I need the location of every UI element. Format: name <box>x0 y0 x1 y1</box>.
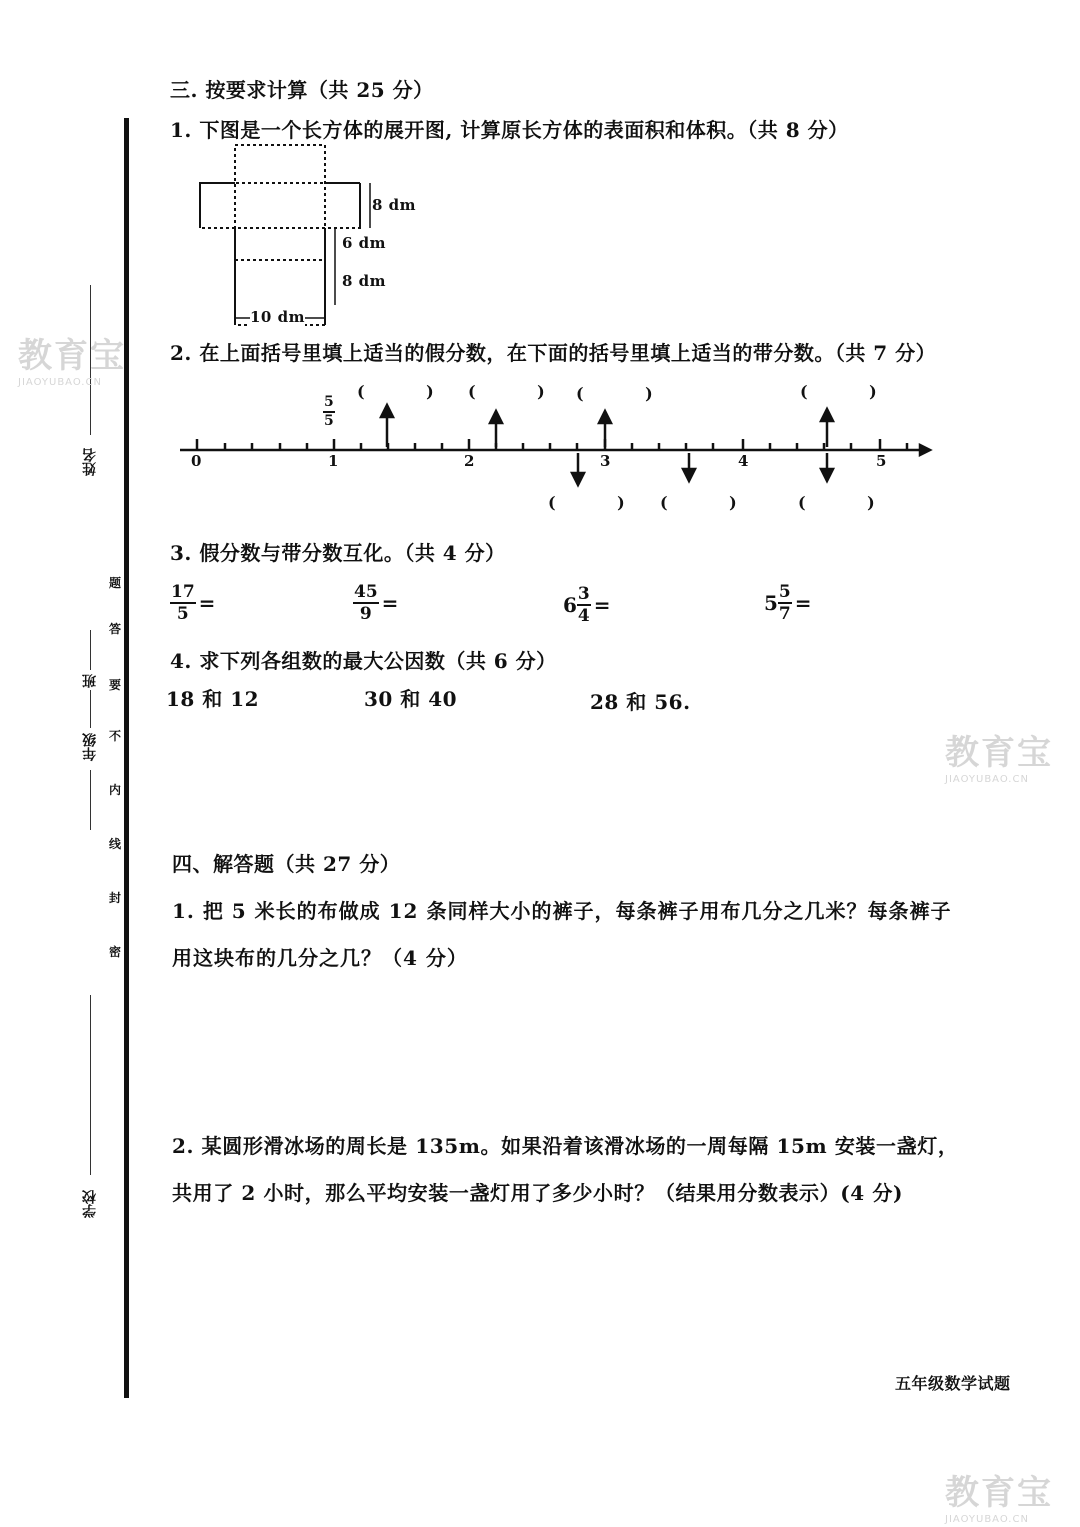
equals-sign: = <box>381 591 399 615</box>
equals-sign: = <box>794 591 812 615</box>
net-label-width: 6 dm <box>342 234 387 252</box>
section4-title: 四、解答题（共 27 分） <box>172 852 401 876</box>
fraction-denominator: 5 <box>324 413 334 429</box>
tick-label: 3 <box>600 452 611 470</box>
numerator: 17 <box>171 582 195 602</box>
question-4-1-line2: 用这块布的几分之几？（4 分） <box>172 946 468 970</box>
numerator: 45 <box>354 582 378 602</box>
cuboid-net-diagram <box>195 140 435 330</box>
fraction-numerator: 5 <box>323 394 335 413</box>
conversion-item <box>563 584 611 626</box>
denominator: 5 <box>176 604 189 624</box>
question-4-2-line2: 共用了 2 小时，那么平均安装一盏灯用了多少小时？（结果用分数表示）(4 分) <box>172 1181 904 1205</box>
denominator: 9 <box>359 604 372 624</box>
answer-paren-bottom[interactable]: ( ) <box>798 493 903 512</box>
grade-label: 年级 <box>82 733 98 761</box>
answer-paren-bottom[interactable]: ( ) <box>660 493 765 512</box>
question-3-2: 2. 在上面括号里填上适当的假分数，在下面的括号里填上适当的带分数。（共 7 分） <box>170 341 937 365</box>
tick-label: 5 <box>876 452 887 470</box>
question-3-3: 3. 假分数与带分数互化。（共 4 分） <box>170 541 506 565</box>
seal-char: 线 <box>109 837 122 851</box>
conversion-item <box>170 582 215 624</box>
whole-number: 5 <box>764 591 778 615</box>
net-label-height: 8 dm <box>372 196 417 214</box>
school-field-line <box>90 995 91 1175</box>
answer-paren-top[interactable]: ( ) <box>800 382 905 401</box>
answer-paren-top[interactable]: ( ) <box>468 382 573 401</box>
conversion-item <box>764 582 812 624</box>
grade-field-line <box>90 690 91 728</box>
seal-char: 封 <box>109 891 122 905</box>
question-3-4: 4. 求下列各组数的最大公因数（共 6 分） <box>170 649 557 673</box>
whole-number: 6 <box>563 593 577 617</box>
watermark-logo: 教育宝 JIAOYUBAO.CN <box>18 336 126 388</box>
equals-sign: = <box>198 591 216 615</box>
tick-label: 4 <box>738 452 749 470</box>
denominator: 7 <box>778 604 791 624</box>
name-label: 姓名 <box>82 448 98 476</box>
gcd-item: 30 和 40 <box>364 687 458 711</box>
question-3-1: 1. 下图是一个长方体的展开图, 计算原长方体的表面积和体积。（共 8 分） <box>170 118 849 142</box>
binding-line <box>124 118 129 1398</box>
answer-paren-top[interactable]: ( ) <box>357 382 462 401</box>
class-field-line <box>90 630 91 670</box>
denominator: 4 <box>577 606 590 626</box>
numerator: 5 <box>778 582 791 602</box>
answer-paren-bottom[interactable]: ( ) <box>548 493 653 512</box>
seal-char: 题 <box>109 576 122 590</box>
seal-char: 要 <box>109 678 122 692</box>
grade-field-line-2 <box>90 770 91 830</box>
numerator: 3 <box>577 584 590 604</box>
footer-title: 五年级数学试题 <box>895 1374 1011 1393</box>
class-label: 班 <box>82 674 98 688</box>
seal-char: 答 <box>109 622 122 636</box>
question-4-2-line1: 2. 某圆形滑冰场的周长是 135m。如果沿着该滑冰场的一周每隔 15m 安装一盏灯， <box>172 1134 959 1158</box>
watermark-logo: 教育宝 JIAOYUBAO.CN <box>945 733 1053 785</box>
conversion-item <box>353 582 398 624</box>
seal-char: 密 <box>109 945 122 959</box>
seal-char: 不 <box>109 729 122 743</box>
section3-title: 三. 按要求计算（共 25 分） <box>170 78 434 102</box>
question-4-1-line1: 1. 把 5 米长的布做成 12 条同样大小的裤子，每条裤子用布几分之几米？每条裤子 <box>172 899 952 923</box>
answer-paren-top[interactable]: ( ) <box>576 384 681 403</box>
school-label: 学校 <box>82 1190 98 1218</box>
net-label-bottom: 10 dm <box>250 308 305 326</box>
net-label-length: 8 dm <box>342 272 387 290</box>
gcd-item: 28 和 56. <box>590 690 691 714</box>
watermark-logo: 教育宝 JIAOYUBAO.CN <box>945 1473 1053 1525</box>
gcd-item: 18 和 12 <box>166 687 260 711</box>
seal-char: 内 <box>109 783 122 797</box>
tick-label: 2 <box>464 452 475 470</box>
tick-label: 1 <box>328 452 339 470</box>
tick-label: 0 <box>191 452 202 470</box>
numberline-fraction <box>323 394 335 430</box>
equals-sign: = <box>593 593 611 617</box>
